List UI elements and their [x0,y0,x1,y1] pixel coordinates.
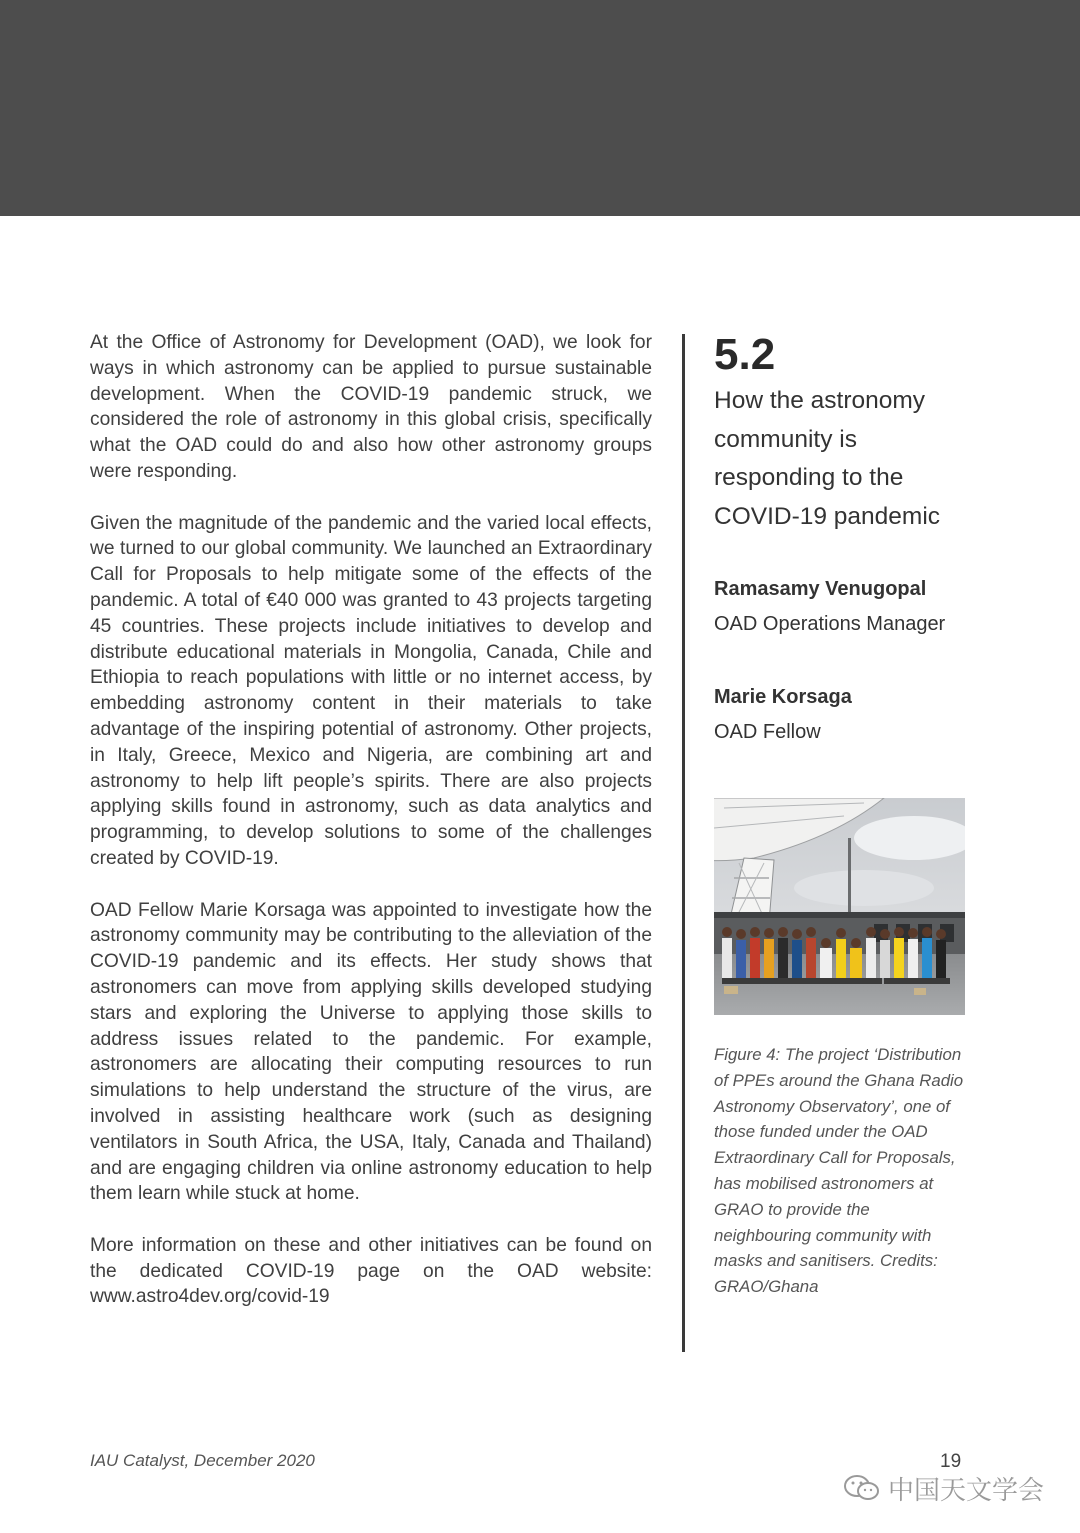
author-block [714,686,852,744]
publication-footer: IAU Catalyst, December 2020 [90,1451,315,1470]
section-title: How the astronomy community is responding to the COVID-19 pandemic [714,387,941,531]
author-block [714,578,945,636]
page-number: 19 [940,1451,962,1472]
section-number: 5.2 [714,330,776,379]
figure-caption: Figure 4: The project ‘Distribution of PPEs around the Ghana Radio Astronomy Observatory’, one of those funded under the OAD Extraordinary Call for Proposals, has mobilised astronomers at GRAO to provide the neighbouring community with masks and sanitisers. Credits: GRAO/Ghana [714,1045,964,1297]
paragraph-intro: At the Office of Astronomy for Development (OAD), we look for ways in which astronomy can be applied to pursue sustainable development. When the COVID-19 pandemic struck, we considered the role of astronomy in this global crisis, specifically what the OAD could do and also how other astronomy groups were responding. [90,332,652,482]
column-divider [682,334,685,1352]
author-role: OAD Operations Manager [714,613,946,635]
author-name: Marie Korsaga [714,686,852,708]
header-band [0,0,1080,216]
watermark [842,1470,1052,1506]
sidebar [714,330,974,1297]
author-name: Ramasamy Venugopal [714,578,927,600]
paragraph-call-for-proposals: Given the magnitude of the pandemic and the varied local effects, we turned to our global community. We launched an Extraordinary Call for Proposals to help mitigate some of the effects of the pandemic. A total of €40 000 was granted to 43 projects targeting 45 countries. These projects include initiatives to develop and distribute educational materials in Mongolia, Canada, Chile and Ethiopia to reach populations with little or no internet access, by embedding astronomy content in their materials to take advantage of the inspiring potential of astronomy. Other projects, in Italy, Greece, Mexico and Nigeria, are combining art and astronomy to help lift people’s spirits. There are also projects applying skills found in astronomy, such as data analytics and programming, to develop solutions to some of the challenges created by COVID-19. [90,512,652,869]
figure-photo [714,798,965,1015]
paragraph-more-info: More information on these and other initiatives can be found on the dedicated COVID-19 page on the OAD website: www.astro4dev.org/covid-19 [90,1234,652,1308]
article-body [90,330,652,1336]
paragraph-fellow-study: OAD Fellow Marie Korsaga was appointed to investigate how the astronomy community may be contributing to the alleviation of the COVID-19 pandemic and its effects. Her study shows that astronomers can move from applying skills developed studying stars and exploring the Universe to applying those skills to address issues related to the pandemic. For example, astronomers are allocating their computing resources to run simulations to help understand the structure of the virus, are involved in assisting healthcare work (such as designing ventilators in South Africa, the USA, Italy, Canada and Thailand) and are engaging children via online astronomy education to help them learn while stuck at home. [90,899,652,1205]
watermark-text: 中国天文学会 [888,1474,1045,1505]
author-role: OAD Fellow [714,721,821,743]
wechat-icon [842,1473,882,1503]
